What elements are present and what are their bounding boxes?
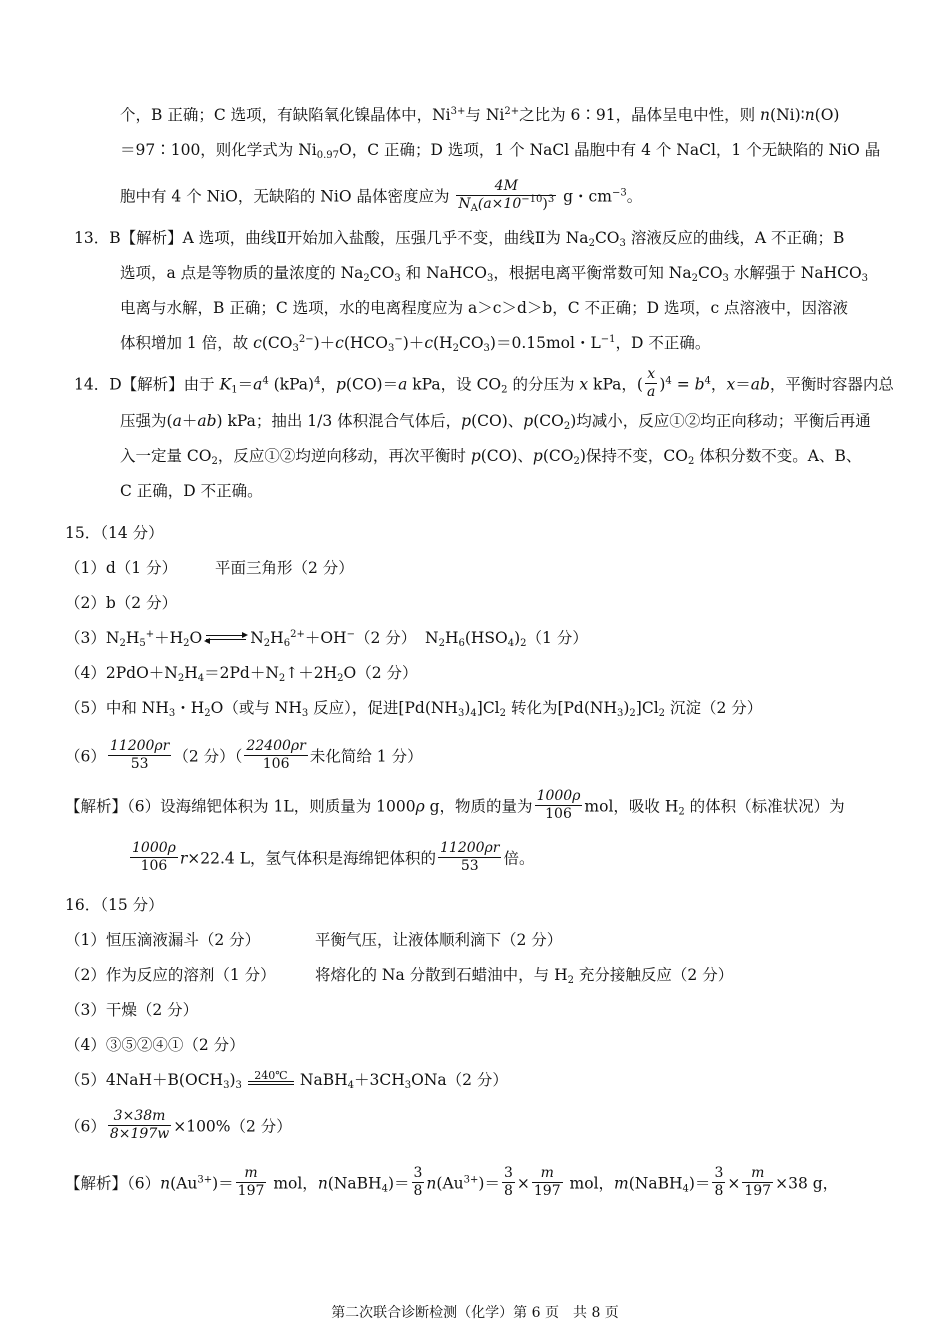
q13-line-1: 13．B【解析】A 选项，曲线Ⅱ开始加入盐酸，压强几乎不变，曲线Ⅱ为 $Na_2CO_3$ 溶液反应的曲线，A 不正确；B <box>74 229 845 249</box>
q15-answer-4: $(4)2PdO+N_2H_4=2Pd+N_2↑+2H_2O(2$ 分） <box>65 664 418 684</box>
fraction-3-8-c: $\frac{3}{8}$ <box>714 1165 724 1199</box>
q14-line-4: C 正确，D 不正确。 <box>120 482 263 500</box>
q15-answer-2: （2）b（2 分） <box>65 594 178 612</box>
q15-heading: 15．（14 分） <box>65 524 164 542</box>
q14-line-2: 压强为(a＋ab) kPa；抽出 1/3 体积混合气体后，p(CO)、$p(CO_2)$均减小，反应①②均正向移动；平衡后再通 <box>120 412 871 432</box>
density-fraction: $\frac{4M}{N_A(a\times 10^{-10})^3}$ <box>458 178 555 214</box>
q16-heading: 16．（15 分） <box>65 896 164 914</box>
q16-explanation: 【解析】$(6)n(Au^{3+})=$ $\frac{m}{197}$ mol，n(NaBH$_4$)＝ $\frac{3}{8}$ $n(Au^{3+})=$ $\frac{3}{8}$ × $\frac{m}{197}$ mol，m(NaBH$_4$)＝ $\frac{3}{8}$ × $\frac{m}{197}$ ×38 g， <box>65 1165 839 1199</box>
q16-answer-5: $(5)4NaH+B(OCH_3)_3$ 240℃ $NaBH_4+3CH_3ONa(2$ 分） <box>65 1069 508 1091</box>
reaction-condition-arrow: 240℃ <box>246 1070 296 1092</box>
q12-line-1: 个，B 正确；C 选项，有缺陷氧化镍晶体中，$Ni^{3+}$与 $Ni^{2+}$之比为 6∶91，晶体呈电中性，则 n(Ni)∶n(O) <box>120 106 840 124</box>
fraction-1000rho-a: $\frac{1000\rho}{106}$ <box>536 788 581 822</box>
fraction-m-197-a: $\frac{m}{197}$ <box>237 1165 265 1199</box>
fraction-m-197-c: $\frac{m}{197}$ <box>744 1165 772 1199</box>
fraction-1000rho-b: $\frac{1000\rho}{106}$ <box>132 840 176 874</box>
fraction-yield: $\frac{3\times 38m}{8\times 197w}$ <box>109 1108 170 1142</box>
fraction-22400: $\frac{22400\rho r}{106}$ <box>246 738 306 772</box>
q13-line-2: 选项，a 点是等物质的量浓度的 $Na_2CO_3$ 和 NaHCO$_3$，根据电离平衡常数可知 $Na_2CO_3$ 水解强于 NaHCO$_3$ <box>120 264 869 284</box>
q15-answer-5: （5）中和 $NH_3$・$H_2O$（或与 $NH_3$ 反应），促进$[Pd(NH_3)_4]Cl_2$ 转化为$[Pd(NH_3)_2]Cl_2$ 沉淀（2 分） <box>65 699 763 719</box>
q15-answer-6: （6） $\frac{11200\rho r}{53}$ （2 分）（ $\frac{22400\rho r}{106}$ 未化简给 1 分） <box>65 738 423 772</box>
q15-answer-3: $(3)N_2H_5^++H_2O$ $N_2H_6^{2+}+OH^-(2$ 分） $N_2H_6(HSO_4)_2(1$ 分） <box>65 629 588 649</box>
q15-answer-1: （1）d（1 分） 平面三角形（2 分） <box>65 559 354 577</box>
q15-explanation-line-2: $\frac{1000\rho}{106}$ r×22.4 L，氢气体积是海绵钯体积的 $\frac{11200\rho r}{53}$ 倍。 <box>132 840 535 874</box>
q16-answer-1: （1）恒压滴液漏斗（2 分） 平衡气压，让液体顺利滴下（2 分） <box>65 931 563 949</box>
q15-explanation-line-1: 【解析】（6）设海绵钯体积为 1L，则质量为 1000ρ g，物质的量为 $\frac{1000\rho}{106}$ mol，吸收 $H_2$ 的体积（标准状况）为 <box>65 788 845 822</box>
q16-answer-2: （2）作为反应的溶剂（1 分） 将熔化的 Na 分散到石蜡油中，与 $H_2$ 充分接触反应（2 分） <box>65 966 734 986</box>
fraction-3-8-a: $\frac{3}{8}$ <box>413 1165 423 1199</box>
fraction-3-8-b: $\frac{3}{8}$ <box>503 1165 513 1199</box>
q12-line-3: 胞中有 4 个 NiO，无缺陷的 NiO 晶体密度应为 $\frac{4M}{N_A(a\times 10^{-10})^3}$ g・$cm^{-3}$。 <box>120 178 643 214</box>
q14-line-3: 入一定量 $CO_2$，反应①②均逆向移动，再次平衡时 p(CO)、$p(CO_2)$保持不变，$CO_2$ 体积分数不变。A、B、 <box>120 447 862 467</box>
q13-line-4: 体积增加 1 倍，故 $c(CO_3^{2-})+c(HCO_3^-)+c(H_2CO_3)=0.15mol$・$L^{-1}$，D 不正确。 <box>120 334 711 354</box>
q16-answer-4: （4）③⑤②④①（2 分） <box>65 1036 245 1054</box>
page-footer: 第二次联合诊断检测（化学）第 6 页 共 8 页 <box>331 1305 619 1321</box>
fraction-11200-b: $\frac{11200\rho r}{53}$ <box>440 840 500 874</box>
equilibrium-arrow-icon <box>202 629 250 649</box>
q12-line-2: ＝97∶100，则化学式为 $Ni_{0.97}O$，C 正确；D 选项，1 个 NaCl 晶胞中有 4 个 NaCl，1 个无缺陷的 NiO 晶 <box>120 141 881 161</box>
fraction-11200: $\frac{11200\rho r}{53}$ <box>109 738 170 772</box>
q14-line-1: 14．D【解析】由于 $K_1=a^4$ (kPa)$^4$，p(CO)＝a kPa，设 $CO_2$ 的分压为 x kPa，( $\frac{x}{a}$ )$^4 = b^4$，x＝ab，平衡时容器内总 <box>74 366 894 400</box>
q13-line-3: 电离与水解，B 正确；C 选项，水的电离程度应为 a＞c＞d＞b，C 不正确；D 选项，c 点溶液中，因溶液 <box>120 299 849 317</box>
q16-answer-6: （6） $\frac{3\times 38m}{8\times 197w}$ ×100%（2 分） <box>65 1108 292 1142</box>
x-over-a-fraction: $\frac{x}{a}$ <box>646 366 656 400</box>
q16-answer-3: （3）干燥（2 分） <box>65 1001 199 1019</box>
fraction-m-197-b: $\frac{m}{197}$ <box>533 1165 561 1199</box>
